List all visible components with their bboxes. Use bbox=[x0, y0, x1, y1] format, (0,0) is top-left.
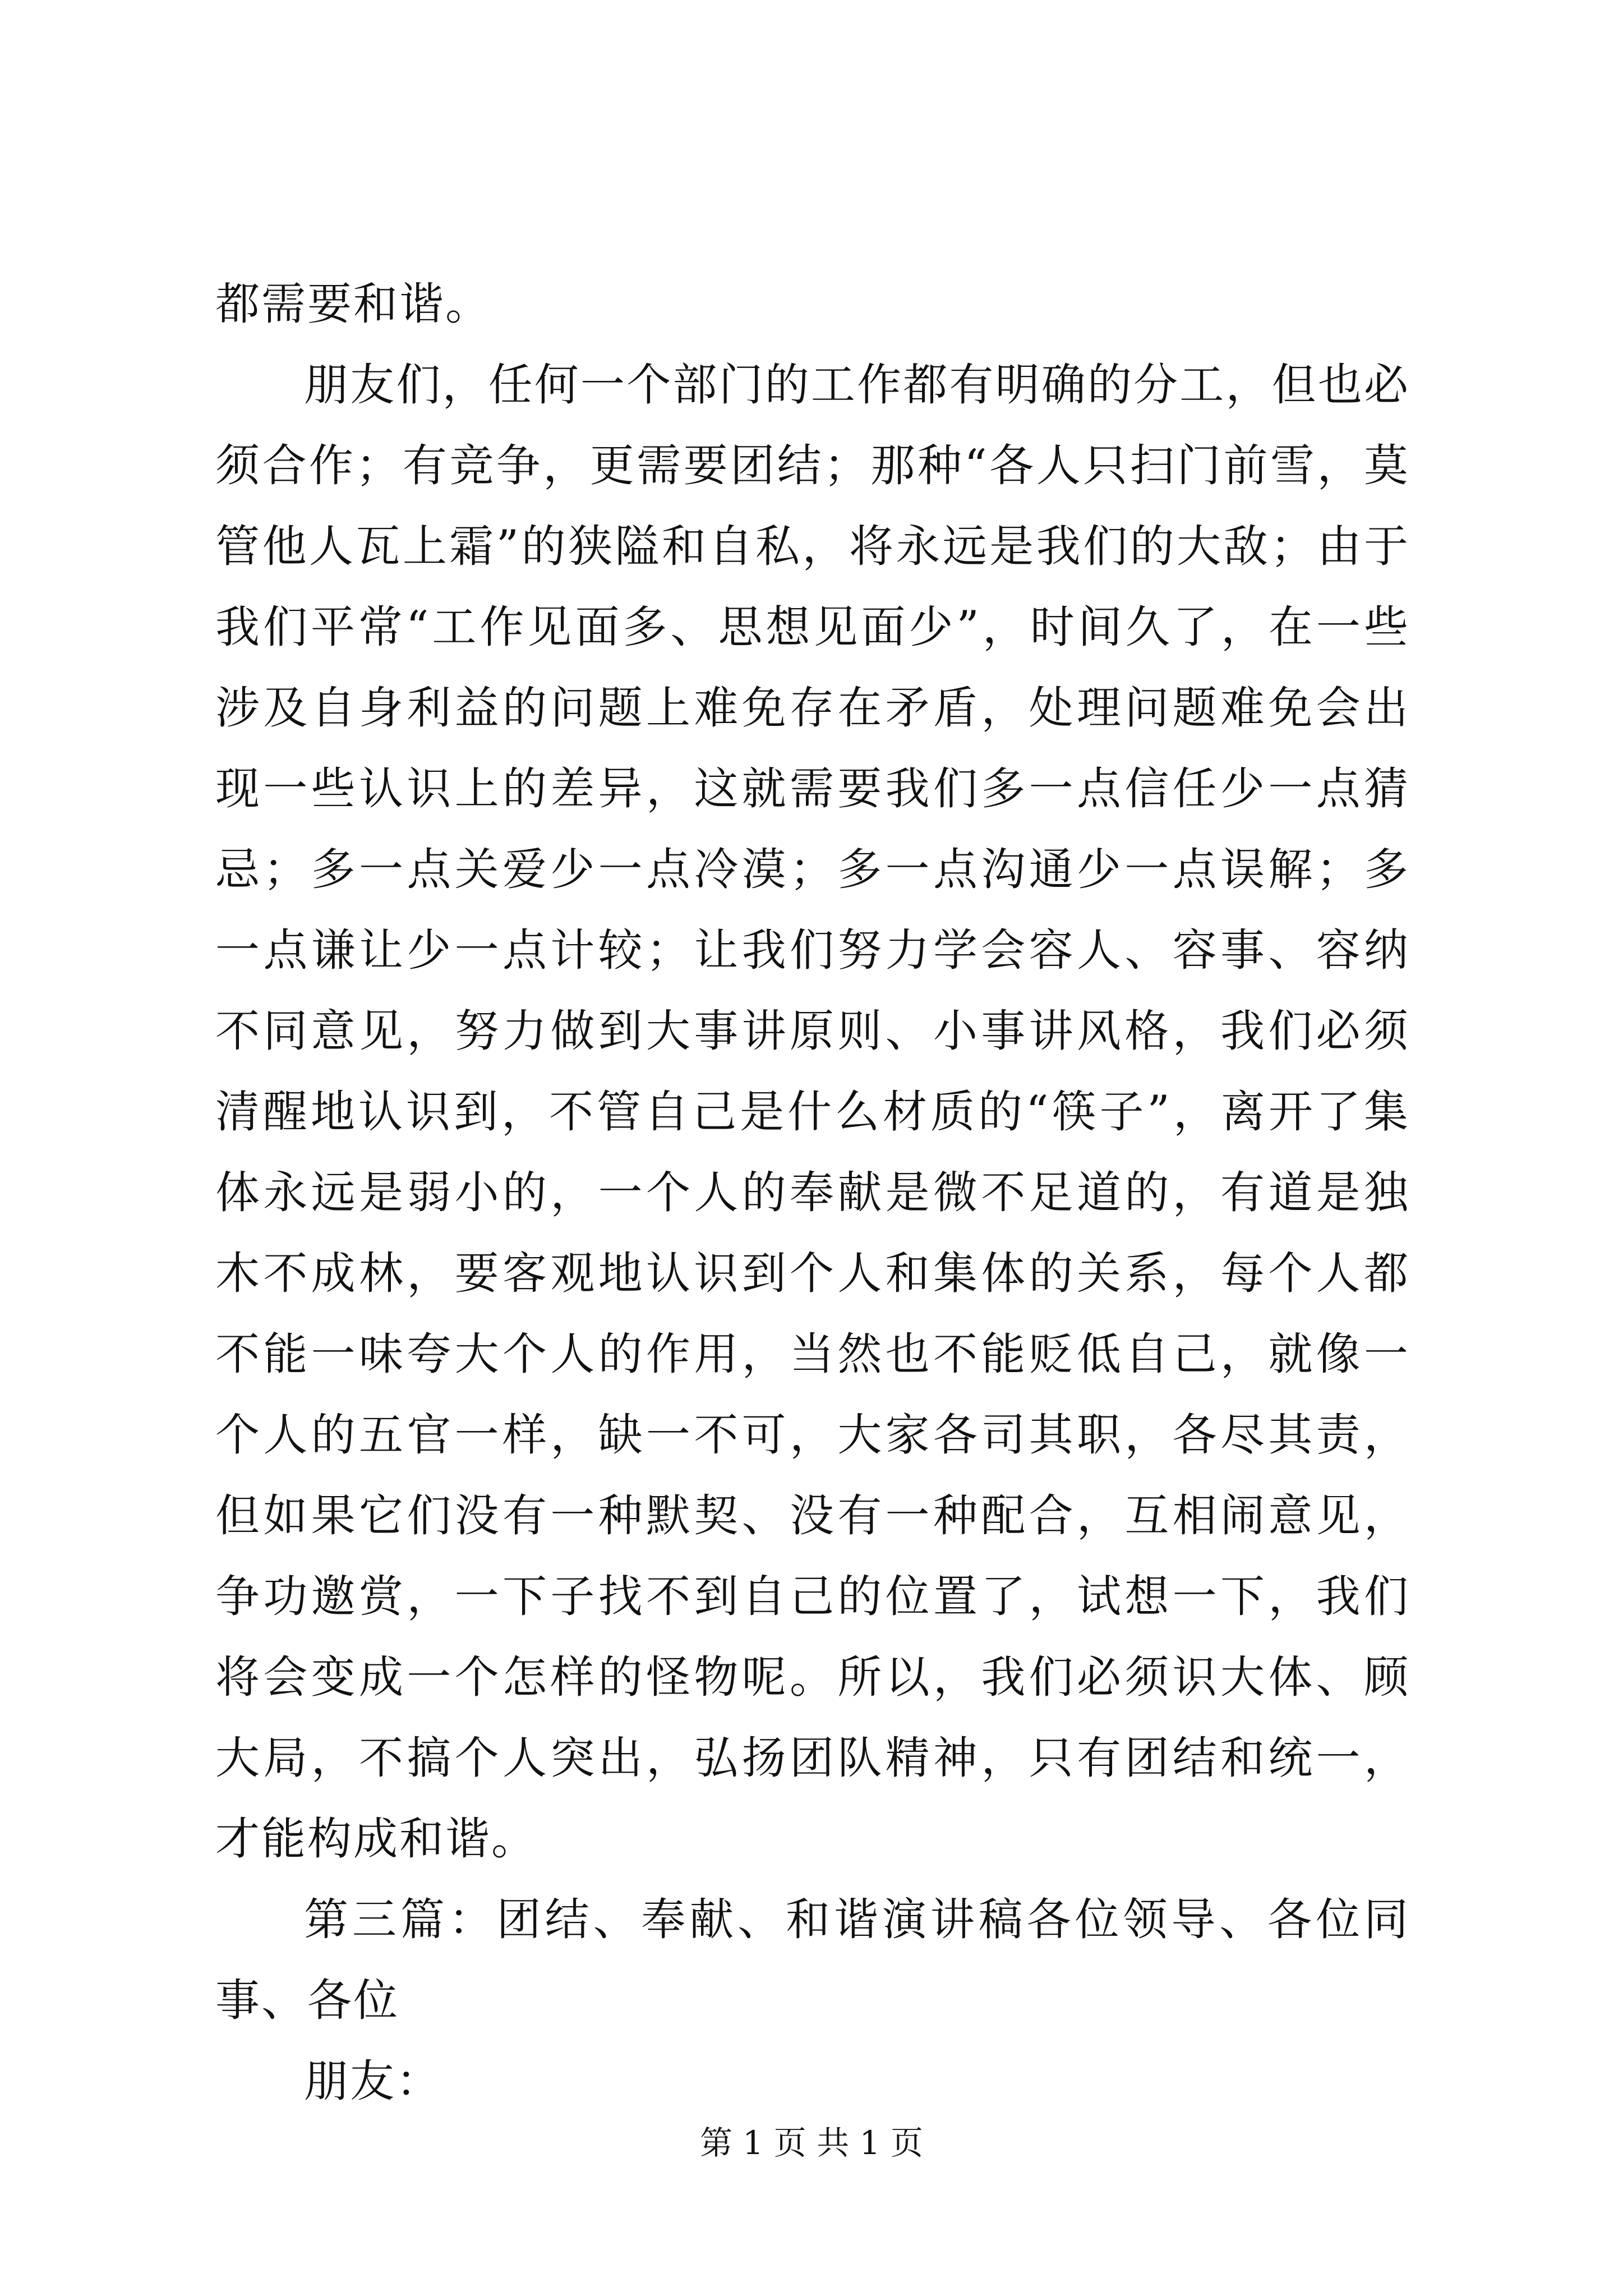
paragraph-3: 第三篇：团结、奉献、和谐演讲稿各位领导、各位同事、各位 bbox=[215, 1894, 1410, 2026]
paragraph-4: 朋友： bbox=[304, 2055, 442, 2107]
page-number-footer: 第 1 页 共 1 页 bbox=[700, 2124, 923, 2162]
paragraph-2: 朋友们，任何一个部门的工作都有明确的分工，但也必须合作；有竞争，更需要团结；那种“各人只扫门前雪，莫管他人瓦上霜”的狭隘和自私，将永远是我们的大敌；由于我们平常“工作见面多、思想见面少”，时间久了，在一些涉及自身利益的问题上难免存在矛盾，处理问题难免会出现一些认识上的差异，这就需要我们多一点信任少一点猜忌；多一点关爱少一点冷漠；多一点沟通少一点误解；多一点谦让少一点计较；让我们努力学会容人、容事、容纳不同意见，努力做到大事讲原则、小事讲风格，我们必须清醒地认识到，不管自己是什么材质的“筷子”，离开了集体永远是弱小的，一个人的奉献是微不足道的，有道是独木不成林，要客观地认识到个人和集体的关系，每个人都不能一味夸大个人的作用，当然也不能贬低自己，就像一个人的五官一样，缺一不可，大家各司其职，各尽其责，但如果它们没有一种默契、没有一种配合，互相闹意见，争功邀赏，一下子找不到自己的位置了，试想一下，我们将会变成一个怎样的怪物呢。所以，我们必须识大体、顾大局，不搞个人突出，弘扬团队精神，只有团结和统一，才能构成和谐。 bbox=[215, 359, 1410, 1865]
paragraph-1: 都需要和谐。 bbox=[215, 278, 491, 330]
document-body bbox=[215, 264, 1410, 2122]
